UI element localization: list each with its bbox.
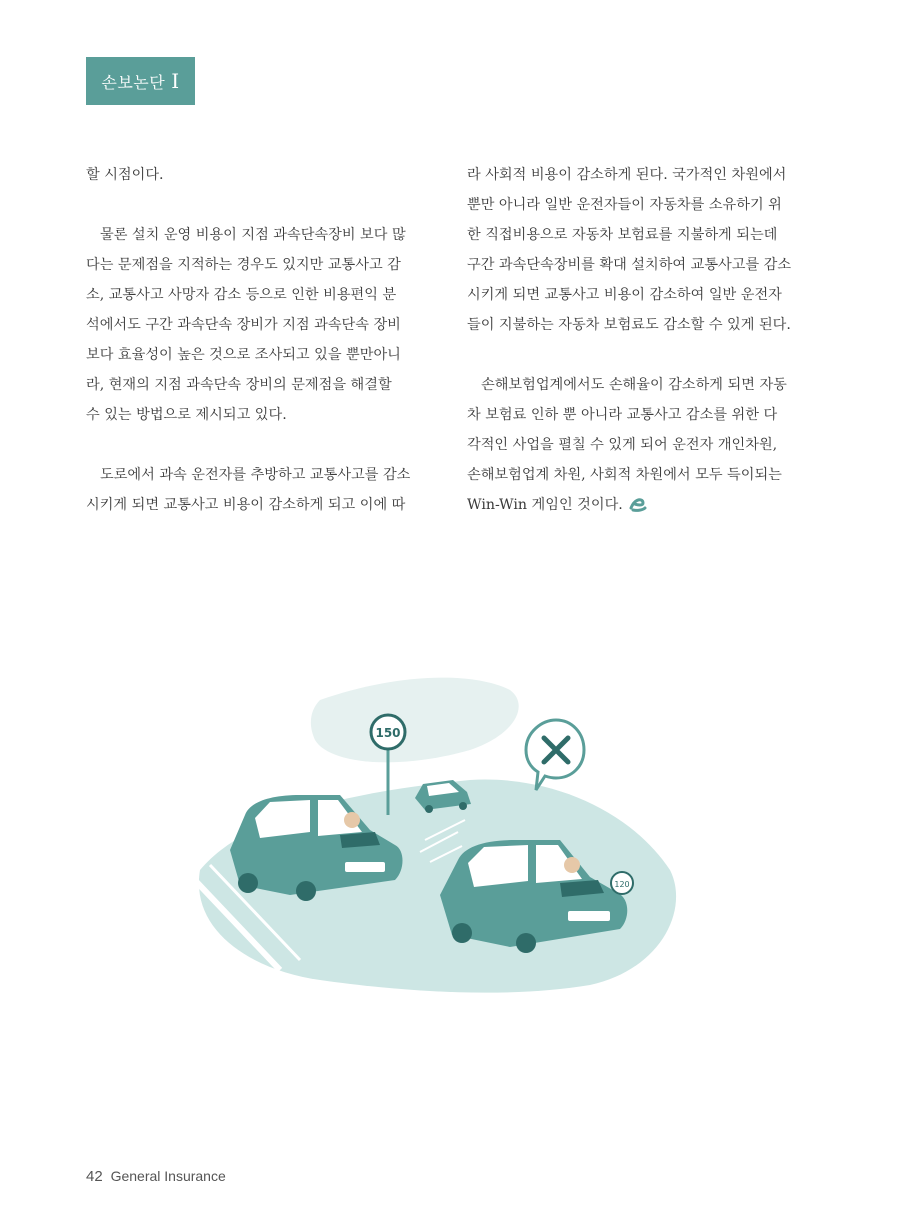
sky-cloud — [311, 678, 519, 763]
text-line: 소, 교통사고 사망자 감소 등으로 인한 비용편익 분 — [86, 287, 397, 303]
text-line: 물론 설치 운영 비용이 지점 과속단속장비 보다 많 — [100, 227, 406, 243]
speed-sign-value: 150 — [375, 726, 401, 740]
text-line — [467, 490, 817, 520]
text-line: 도로에서 과속 운전자를 추방하고 교통사고를 감소 — [100, 467, 411, 483]
text-line: 라, 현재의 지점 과속단속 장비의 문제점을 해결할 — [86, 377, 392, 393]
text-line: 구간 과속단속장비를 확대 설치하여 교통사고를 감소 — [467, 257, 792, 273]
wheel — [516, 933, 536, 953]
section-numeral: I — [171, 69, 180, 93]
wheel — [238, 873, 258, 893]
text-line: 시키게 되면 교통사고 비용이 감소하여 일반 운전자 — [467, 287, 782, 303]
driver-head — [564, 857, 580, 873]
driver-head — [344, 812, 360, 828]
page-footer — [86, 1168, 226, 1185]
text-line: 손해보험업계에서도 손해율이 감소하게 되면 자동 — [481, 377, 787, 393]
text-line: 라 사회적 비용이 감소하게 된다. 국가적인 차원에서 — [467, 167, 787, 183]
speech-bubble-icon — [526, 720, 584, 790]
section-tag — [86, 57, 195, 105]
left-column — [86, 160, 436, 520]
paragraph — [467, 370, 817, 520]
speed-badge-value: 120 — [614, 880, 630, 889]
section-label: 손보논단 — [101, 72, 166, 92]
wheel — [296, 881, 316, 901]
text-line: 각적인 사업을 펼칠 수 있게 되어 운전자 개인차원, — [467, 437, 778, 453]
traffic-illustration — [170, 670, 710, 1010]
end-mark-icon — [629, 496, 647, 512]
closing-text: Win-Win 게임인 것이다. — [467, 497, 623, 513]
paragraph — [86, 460, 436, 520]
page-number: 42 — [86, 1168, 103, 1185]
publication-name: General Insurance — [110, 1168, 226, 1184]
text-line: 한 직접비용으로 자동차 보험료를 지불하게 되는데 — [467, 227, 778, 243]
text-line: 들이 지불하는 자동차 보험료도 감소할 수 있게 된다. — [467, 317, 791, 333]
text-line: 할 시점이다. — [86, 167, 164, 183]
right-column — [467, 160, 817, 520]
text-line: 석에서도 구간 과속단속 장비가 지점 과속단속 장비 — [86, 317, 401, 333]
text-line: 다는 문제점을 지적하는 경우도 있지만 교통사고 감 — [86, 257, 401, 273]
paragraph — [86, 220, 436, 430]
text-line: 뿐만 아니라 일반 운전자들이 자동차를 소유하기 위 — [467, 197, 782, 213]
text-line: 보다 효율성이 높은 것으로 조사되고 있을 뿐만아니 — [86, 347, 401, 363]
wheel — [452, 923, 472, 943]
text-line: 수 있는 방법으로 제시되고 있다. — [86, 407, 287, 423]
text-line: 차 보험료 인하 뿐 아니라 교통사고 감소를 위한 다 — [467, 407, 778, 423]
paragraph — [86, 160, 436, 190]
paragraph — [467, 160, 817, 340]
text-line: 시키게 되면 교통사고 비용이 감소하게 되고 이에 따 — [86, 497, 406, 513]
text-line: 손해보험업계 차원, 사회적 차원에서 모두 득이되는 — [467, 467, 782, 483]
